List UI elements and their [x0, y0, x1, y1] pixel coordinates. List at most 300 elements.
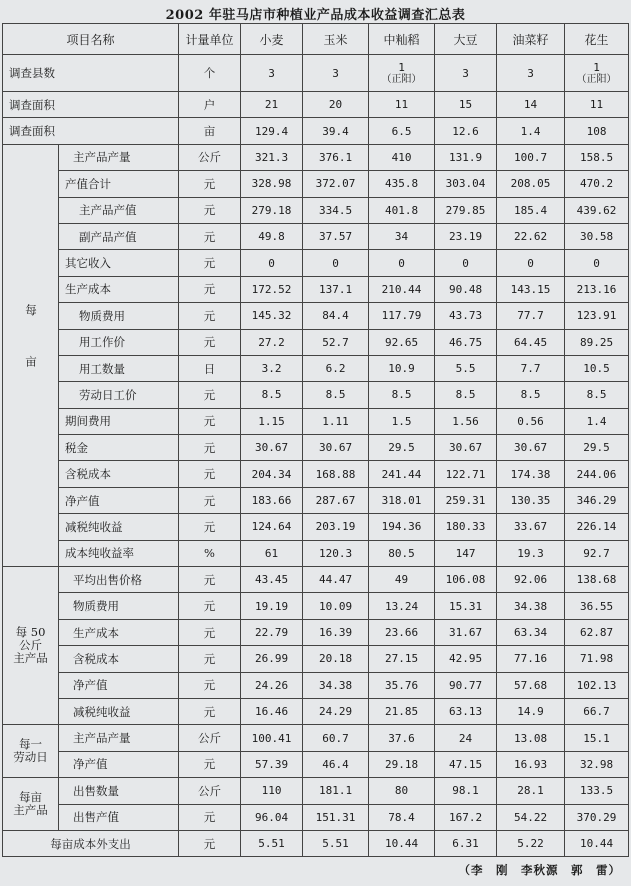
cell: 15: [435, 92, 497, 118]
cell: 0: [497, 250, 565, 276]
cell: 10.44: [369, 830, 435, 856]
cell: 3: [497, 55, 565, 92]
row-unit: 元: [179, 276, 241, 302]
cell: 19.19: [241, 593, 303, 619]
cell: 23.19: [435, 223, 497, 249]
cell: 24.29: [303, 698, 369, 724]
row-label: 调查面积: [3, 92, 179, 118]
cell: 6.2: [303, 355, 369, 381]
author-name: 李 刚: [471, 863, 509, 877]
cell: 151.31: [303, 804, 369, 830]
cell: 14: [497, 92, 565, 118]
cell: 100.41: [241, 725, 303, 751]
cell: 117.79: [369, 303, 435, 329]
cell: 0: [435, 250, 497, 276]
row-unit: 元: [179, 593, 241, 619]
row-unit: 元: [179, 435, 241, 461]
cell: 49.8: [241, 223, 303, 249]
cell: 7.7: [497, 355, 565, 381]
cell: 208.05: [497, 171, 565, 197]
header-crop: 大豆: [435, 24, 497, 55]
cell: 5.51: [303, 830, 369, 856]
cell: 158.5: [565, 144, 629, 170]
header-row: [3, 24, 629, 55]
cell: 110: [241, 778, 303, 804]
cell: 1.11: [303, 408, 369, 434]
cell: 102.13: [565, 672, 629, 698]
table-row: [3, 250, 629, 276]
cell: 334.5: [303, 197, 369, 223]
cell: 49: [369, 567, 435, 593]
table-row: [3, 223, 629, 249]
cell: 15.31: [435, 593, 497, 619]
cell: 181.1: [303, 778, 369, 804]
cell: 108: [565, 118, 629, 144]
author-name: 郭 雷: [571, 863, 609, 877]
cell: 16.93: [497, 751, 565, 777]
row-unit: 元: [179, 672, 241, 698]
cell: 1.4: [497, 118, 565, 144]
cell: 10.44: [565, 830, 629, 856]
cell: 37.57: [303, 223, 369, 249]
cell: 46.4: [303, 751, 369, 777]
table-row: [3, 593, 629, 619]
cell: 3: [435, 55, 497, 92]
row-unit: 元: [179, 197, 241, 223]
cell: [565, 55, 629, 92]
table-row: [3, 619, 629, 645]
cell: 120.3: [303, 540, 369, 566]
cell: 106.08: [435, 567, 497, 593]
cell: 3: [303, 55, 369, 92]
row-label: 生产成本: [59, 276, 179, 302]
cell: 30.67: [241, 435, 303, 461]
cell: 8.5: [241, 382, 303, 408]
cell: 30.67: [303, 435, 369, 461]
cell: 57.39: [241, 751, 303, 777]
cell: 174.38: [497, 461, 565, 487]
cell: 1.5: [369, 408, 435, 434]
row-unit: 元: [179, 804, 241, 830]
table-row: [3, 514, 629, 540]
row-label: 主产品产量: [59, 144, 179, 170]
cell: 24.26: [241, 672, 303, 698]
cell: 183.66: [241, 487, 303, 513]
row-label: 出售产值: [59, 804, 179, 830]
group-label-line: 每亩: [19, 790, 42, 805]
table-row: [3, 408, 629, 434]
cell: 410: [369, 144, 435, 170]
cell: 61: [241, 540, 303, 566]
cost-benefit-table: [2, 23, 629, 857]
cell: 33.67: [497, 514, 565, 540]
cell: 90.48: [435, 276, 497, 302]
cell: 60.7: [303, 725, 369, 751]
row-label: 物质费用: [59, 303, 179, 329]
cell: 92.7: [565, 540, 629, 566]
cell: 376.1: [303, 144, 369, 170]
table-row: [3, 725, 629, 751]
table-row: [3, 197, 629, 223]
cell: 92.06: [497, 567, 565, 593]
cell: 6.31: [435, 830, 497, 856]
cell: 8.5: [565, 382, 629, 408]
cell-value: 1: [593, 60, 600, 74]
cell: 35.76: [369, 672, 435, 698]
cell: 279.85: [435, 197, 497, 223]
cell: 29.5: [565, 435, 629, 461]
table-row: [3, 567, 629, 593]
cell: 10.09: [303, 593, 369, 619]
group-label-per-mu-main: [3, 778, 59, 831]
group-label-per-mu: 每亩: [3, 144, 59, 566]
cell: 370.29: [565, 804, 629, 830]
header-crop: 小麦: [241, 24, 303, 55]
row-unit: 个: [179, 55, 241, 92]
cell: 8.5: [303, 382, 369, 408]
table-row: [3, 382, 629, 408]
group-label-per-labor-day: [3, 725, 59, 778]
cell: 34.38: [303, 672, 369, 698]
cell: 124.64: [241, 514, 303, 540]
cell: 77.16: [497, 646, 565, 672]
cell: 90.77: [435, 672, 497, 698]
cell: 145.32: [241, 303, 303, 329]
cell: 28.1: [497, 778, 565, 804]
cell: 80: [369, 778, 435, 804]
cell: 12.6: [435, 118, 497, 144]
cell: 62.87: [565, 619, 629, 645]
cell: 15.1: [565, 725, 629, 751]
cell: 210.44: [369, 276, 435, 302]
author-name: 李秋源: [521, 863, 559, 877]
cell: 167.2: [435, 804, 497, 830]
cell: 27.2: [241, 329, 303, 355]
row-label: 调查面积: [3, 118, 179, 144]
cell: 52.7: [303, 329, 369, 355]
cell: 71.98: [565, 646, 629, 672]
cell: 39.4: [303, 118, 369, 144]
row-unit: 元: [179, 698, 241, 724]
header-crop: 玉米: [303, 24, 369, 55]
cell: 11: [369, 92, 435, 118]
cell: 6.5: [369, 118, 435, 144]
cell: 54.22: [497, 804, 565, 830]
header-crop: 油菜籽: [497, 24, 565, 55]
table-row: [3, 830, 629, 856]
row-label: 物质费用: [59, 593, 179, 619]
cell: 287.67: [303, 487, 369, 513]
row-unit: 元: [179, 171, 241, 197]
group-label-line: 主产品: [13, 803, 48, 818]
cell: 13.24: [369, 593, 435, 619]
row-unit: 公斤: [179, 725, 241, 751]
row-label: 其它收入: [59, 250, 179, 276]
row-label: 生产成本: [59, 619, 179, 645]
cell: 194.36: [369, 514, 435, 540]
row-label: 产值合计: [59, 171, 179, 197]
cell: 84.4: [303, 303, 369, 329]
cell: 5.5: [435, 355, 497, 381]
table-row: [3, 435, 629, 461]
cell: 241.44: [369, 461, 435, 487]
row-unit: 元: [179, 250, 241, 276]
cell: 63.34: [497, 619, 565, 645]
row-label: 含税成本: [59, 461, 179, 487]
table-row: [3, 303, 629, 329]
table-row: [3, 540, 629, 566]
row-label: 用工数量: [59, 355, 179, 381]
cell: 37.6: [369, 725, 435, 751]
cell: 77.7: [497, 303, 565, 329]
table-row: [3, 55, 629, 92]
row-label: 每亩成本外支出: [3, 830, 179, 856]
table-row: [3, 144, 629, 170]
cell: 47.15: [435, 751, 497, 777]
cell-value: 1: [398, 60, 405, 74]
cell: 8.5: [369, 382, 435, 408]
cell: 138.68: [565, 567, 629, 593]
cell: 13.08: [497, 725, 565, 751]
row-unit: 元: [179, 461, 241, 487]
row-label: 副产品产值: [59, 223, 179, 249]
cell: 22.62: [497, 223, 565, 249]
table-row: [3, 276, 629, 302]
table-row: [3, 804, 629, 830]
table-row: [3, 461, 629, 487]
cell: 44.47: [303, 567, 369, 593]
row-unit: 元: [179, 830, 241, 856]
cell: 22.79: [241, 619, 303, 645]
cell: 213.16: [565, 276, 629, 302]
cell: 80.5: [369, 540, 435, 566]
table-row: [3, 646, 629, 672]
row-label: 主产品产量: [59, 725, 179, 751]
row-unit: 元: [179, 514, 241, 540]
row-unit: 元: [179, 487, 241, 513]
cell: 435.8: [369, 171, 435, 197]
group-label-line: 劳动日: [13, 750, 48, 765]
row-unit: 元: [179, 303, 241, 329]
table-title: 2002 年驻马店市种植业产品成本收益调查汇总表: [165, 8, 466, 23]
row-unit: 元: [179, 751, 241, 777]
cell: 180.33: [435, 514, 497, 540]
cell: 46.75: [435, 329, 497, 355]
cell: 5.22: [497, 830, 565, 856]
cell: 92.65: [369, 329, 435, 355]
row-unit: 公斤: [179, 144, 241, 170]
row-unit: 元: [179, 408, 241, 434]
row-label: 税金: [59, 435, 179, 461]
cell: [369, 55, 435, 92]
group-label-line: 每 50: [15, 625, 46, 640]
row-label: 含税成本: [59, 646, 179, 672]
cell: 130.35: [497, 487, 565, 513]
cell: 1.56: [435, 408, 497, 434]
cell: 34: [369, 223, 435, 249]
table-row: [3, 698, 629, 724]
table-row: [3, 118, 629, 144]
row-label: 主产品产值: [59, 197, 179, 223]
cell: 96.04: [241, 804, 303, 830]
row-label: 净产值: [59, 487, 179, 513]
cell: 43.45: [241, 567, 303, 593]
cell: 172.52: [241, 276, 303, 302]
header-crop: 中籼稻: [369, 24, 435, 55]
cell: 23.66: [369, 619, 435, 645]
cell: 98.1: [435, 778, 497, 804]
cell: 63.13: [435, 698, 497, 724]
cell-note: （正阳）: [576, 73, 617, 85]
cell: 10.5: [565, 355, 629, 381]
cell: 21: [241, 92, 303, 118]
row-unit: 日: [179, 355, 241, 381]
cell: 16.46: [241, 698, 303, 724]
row-label: 劳动日工价: [59, 382, 179, 408]
row-unit: 元: [179, 329, 241, 355]
header-unit: 计量单位: [179, 24, 241, 55]
cell: 137.1: [303, 276, 369, 302]
table-row: [3, 487, 629, 513]
table-row: [3, 751, 629, 777]
cell: 0: [303, 250, 369, 276]
cell: 20.18: [303, 646, 369, 672]
table-row: [3, 672, 629, 698]
cell: 32.98: [565, 751, 629, 777]
row-label: 成本纯收益率: [59, 540, 179, 566]
cell: 279.18: [241, 197, 303, 223]
cell: 470.2: [565, 171, 629, 197]
cell: 30.67: [435, 435, 497, 461]
cell: 185.4: [497, 197, 565, 223]
cell: 1.4: [565, 408, 629, 434]
cell: 30.67: [497, 435, 565, 461]
cell: 259.31: [435, 487, 497, 513]
cell: 0.56: [497, 408, 565, 434]
cell: 143.15: [497, 276, 565, 302]
group-label-line: 主产品: [13, 651, 48, 666]
cell: 36.55: [565, 593, 629, 619]
table-row: [3, 355, 629, 381]
row-unit: 元: [179, 382, 241, 408]
cell: 100.7: [497, 144, 565, 170]
cell: 43.73: [435, 303, 497, 329]
cell: 19.3: [497, 540, 565, 566]
cell: 34.38: [497, 593, 565, 619]
row-label: 出售数量: [59, 778, 179, 804]
cell: 11: [565, 92, 629, 118]
cell: 0: [369, 250, 435, 276]
row-unit: 元: [179, 223, 241, 249]
cell-note: （正阳）: [381, 73, 422, 85]
cell: 31.67: [435, 619, 497, 645]
row-unit: 亩: [179, 118, 241, 144]
cell: 122.71: [435, 461, 497, 487]
cell: 29.18: [369, 751, 435, 777]
row-label: 期间费用: [59, 408, 179, 434]
cell: 346.29: [565, 487, 629, 513]
cell: 168.88: [303, 461, 369, 487]
row-label: 用工作价: [59, 329, 179, 355]
group-label-per-50kg: [3, 567, 59, 725]
cell: 147: [435, 540, 497, 566]
cell: 131.9: [435, 144, 497, 170]
cell: 30.58: [565, 223, 629, 249]
cell: 14.9: [497, 698, 565, 724]
cell: 123.91: [565, 303, 629, 329]
cell: 16.39: [303, 619, 369, 645]
cell: 27.15: [369, 646, 435, 672]
author-credit: （李 刚 李秋源 郭 雷）: [458, 863, 621, 877]
table-row: [3, 171, 629, 197]
cell: 328.98: [241, 171, 303, 197]
cell: 303.04: [435, 171, 497, 197]
cell: 78.4: [369, 804, 435, 830]
cell: 66.7: [565, 698, 629, 724]
cell: 203.19: [303, 514, 369, 540]
row-unit: 户: [179, 92, 241, 118]
cell: 321.3: [241, 144, 303, 170]
cell: 244.06: [565, 461, 629, 487]
cell: 21.85: [369, 698, 435, 724]
cell: 129.4: [241, 118, 303, 144]
row-unit: %: [179, 540, 241, 566]
cell: 1.15: [241, 408, 303, 434]
cell: 3.2: [241, 355, 303, 381]
row-unit: 公斤: [179, 778, 241, 804]
cell: 89.25: [565, 329, 629, 355]
row-label: 净产值: [59, 672, 179, 698]
row-unit: 元: [179, 619, 241, 645]
row-label: 净产值: [59, 751, 179, 777]
row-label: 减税纯收益: [59, 514, 179, 540]
row-label: 平均出售价格: [59, 567, 179, 593]
cell: 8.5: [497, 382, 565, 408]
cell: 42.95: [435, 646, 497, 672]
cell: 133.5: [565, 778, 629, 804]
cell: 5.51: [241, 830, 303, 856]
cell: 3: [241, 55, 303, 92]
cell: 204.34: [241, 461, 303, 487]
group-label-line: 每一: [19, 737, 42, 752]
cell: 318.01: [369, 487, 435, 513]
table-row: [3, 329, 629, 355]
header-item: 项目名称: [3, 24, 179, 55]
row-label: 减税纯收益: [59, 698, 179, 724]
cell: 0: [565, 250, 629, 276]
row-label: 调查县数: [3, 55, 179, 92]
cell: 0: [241, 250, 303, 276]
cell: 10.9: [369, 355, 435, 381]
cell: 26.99: [241, 646, 303, 672]
cell: 29.5: [369, 435, 435, 461]
cell: 439.62: [565, 197, 629, 223]
cell: 401.8: [369, 197, 435, 223]
cell: 8.5: [435, 382, 497, 408]
cell: 57.68: [497, 672, 565, 698]
cell: 64.45: [497, 329, 565, 355]
cell: 24: [435, 725, 497, 751]
cell: 372.07: [303, 171, 369, 197]
table-row: [3, 92, 629, 118]
row-unit: 元: [179, 567, 241, 593]
header-crop: 花生: [565, 24, 629, 55]
cell: 226.14: [565, 514, 629, 540]
cell: 20: [303, 92, 369, 118]
table-row: [3, 778, 629, 804]
row-unit: 元: [179, 646, 241, 672]
group-label-line: 公斤: [19, 638, 42, 653]
